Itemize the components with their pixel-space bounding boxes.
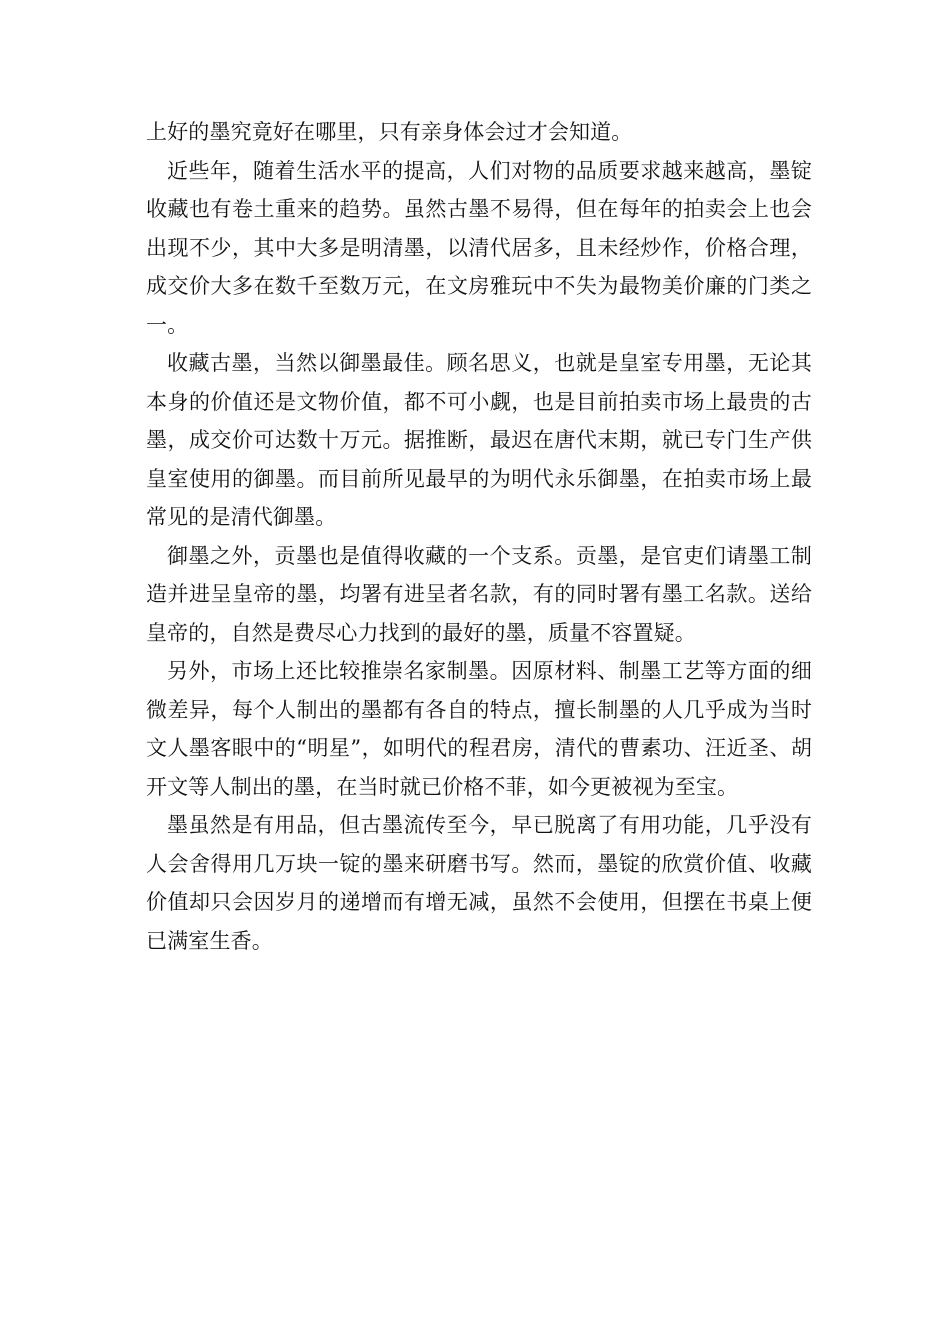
paragraph-5: 另外，市场上还比较推崇名家制墨。因原材料、制墨工艺等方面的细微差异，每个人制出的墨都有各自的特点，擅长制墨的人几乎成为当时文人墨客眼中的“明星”，如明代的程君房，清代的曹素功、汪近圣、胡开文等人制出的墨，在当时就已价格不菲，如今更被视为至宝。 (146, 659, 812, 799)
paragraph-4: 御墨之外，贡墨也是值得收藏的一个支系。贡墨，是官吏们请墨工制造并进呈皇帝的墨，均署有进呈者名款，有的同时署有墨工名款。送给皇帝的，自然是费尽心力找到的最好的墨，质量不容置疑。 (146, 543, 812, 645)
paragraph-1: 上好的墨究竟好在哪里，只有亲身体会过才会知道。 (146, 120, 633, 144)
article-body (146, 113, 812, 960)
paragraph-3: 收藏古墨，当然以御墨最佳。顾名思义，也就是皇室专用墨，无论其本身的价值还是文物价值，都不可小觑，也是目前拍卖市场上最贵的古墨，成交价可达数十万元。据推断，最迟在唐代末期，就已专门生产供皇室使用的御墨。而目前所见最早的为明代永乐御墨，在拍卖市场上最常见的是清代御墨。 (146, 351, 812, 529)
paragraph-2: 近些年，随着生活水平的提高，人们对物的品质要求越来越高，墨锭收藏也有卷土重来的趋势。虽然古墨不易得，但在每年的拍卖会上也会出现不少，其中大多是明清墨，以清代居多，且未经炒作，价格合理，成交价大多在数千至数万元，在文房雅玩中不失为最物美价廉的门类之一。 (146, 158, 812, 337)
paragraph-6: 墨虽然是有用品，但古墨流传至今，早已脱离了有用功能，几乎没有人会舍得用几万块一锭的墨来研磨书写。然而，墨锭的欣赏价值、收藏价值却只会因岁月的递增而有增无减，虽然不会使用，但摆在书桌上便已满室生香。 (146, 813, 812, 953)
